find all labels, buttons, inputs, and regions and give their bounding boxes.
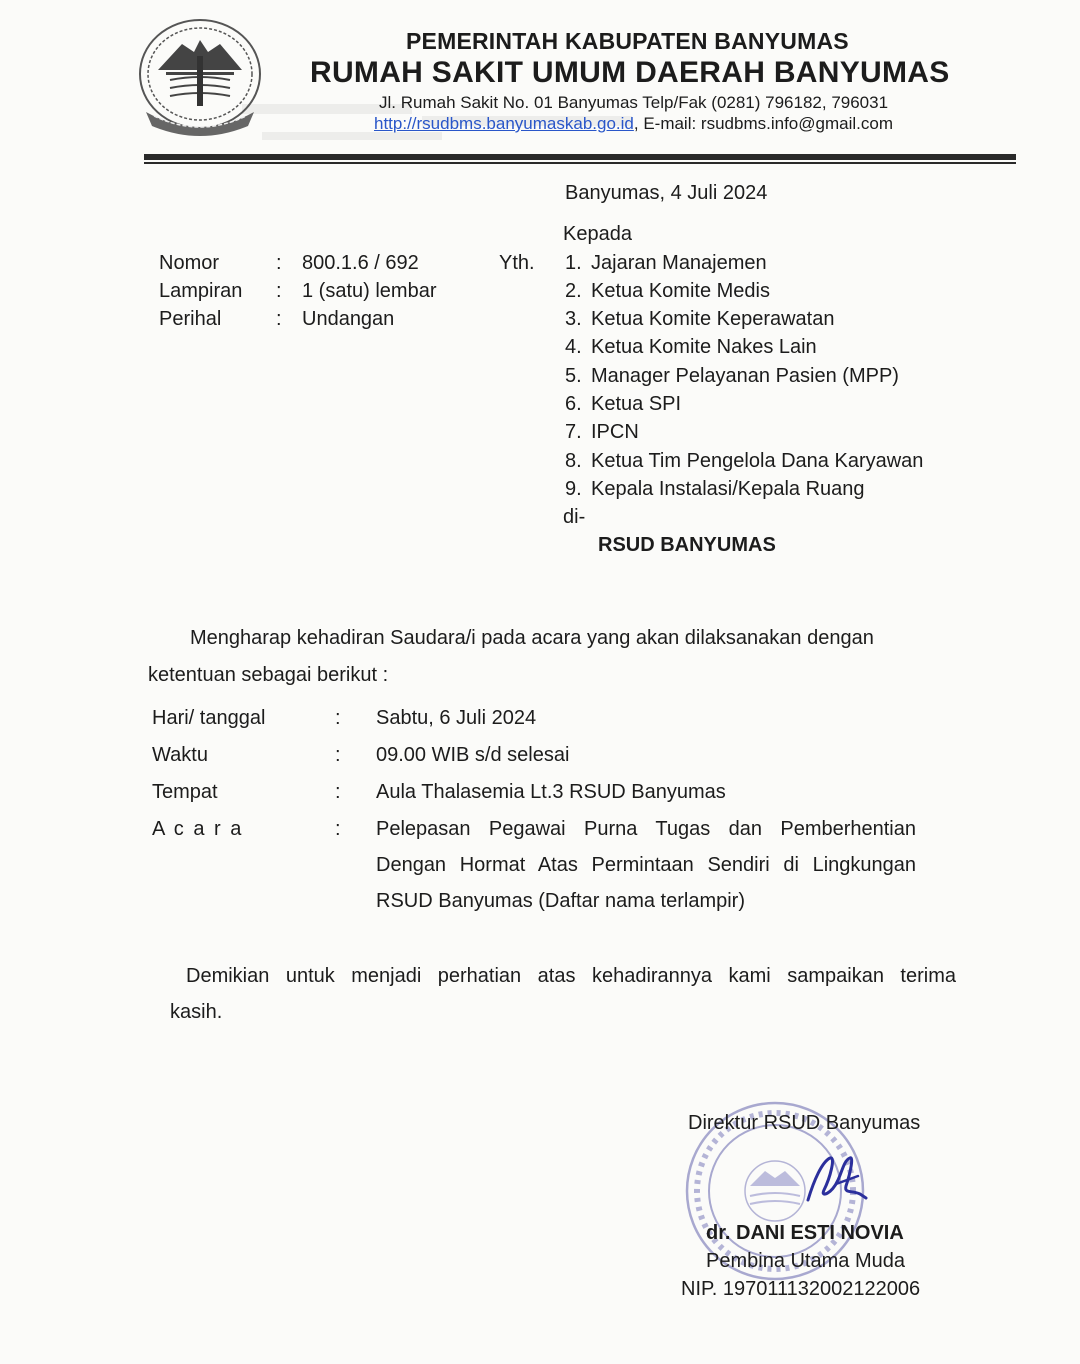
- recipient-number: 2.: [565, 280, 582, 302]
- detail-label-date: Hari/ tanggal: [152, 707, 266, 729]
- email-text: , E-mail: rsudbms.info@gmail.com: [633, 114, 893, 133]
- detail-label-event: A c a r a: [152, 818, 244, 840]
- meta-value-lampiran: 1 (satu) lembar: [302, 280, 437, 302]
- recipient-item: Kepala Instalasi/Kepala Ruang: [591, 478, 865, 500]
- recipient-item: Manager Pelayanan Pasien (MPP): [591, 365, 899, 387]
- closing-line-2: kasih.: [170, 1001, 223, 1023]
- detail-value-event-3: RSUD Banyumas (Daftar nama terlampir): [376, 890, 745, 912]
- detail-value-time: 09.00 WIB s/d selesai: [376, 744, 570, 766]
- recipient-item: Jajaran Manajemen: [591, 252, 767, 274]
- recipient-item: IPCN: [591, 421, 639, 443]
- di-label: di-: [563, 506, 586, 528]
- meta-label-perihal: Perihal: [159, 308, 222, 330]
- signatory-position: Direktur RSUD Banyumas: [688, 1112, 921, 1134]
- place-date: Banyumas, 4 Juli 2024: [565, 182, 768, 204]
- recipient-number: 1.: [565, 252, 582, 274]
- recipient-number: 6.: [565, 393, 582, 415]
- recipient-place: RSUD BANYUMAS: [598, 534, 776, 556]
- kepada-label: Kepada: [563, 223, 632, 245]
- recipient-number: 8.: [565, 450, 582, 472]
- government-name: PEMERINTAH KABUPATEN BANYUMAS: [406, 28, 849, 54]
- detail-label-time: Waktu: [152, 744, 208, 766]
- meta-sep: :: [276, 252, 282, 274]
- recipient-number: 3.: [565, 308, 582, 330]
- hospital-address: Jl. Rumah Sakit No. 01 Banyumas Telp/Fak (0281) 796182, 796031: [379, 93, 889, 112]
- closing-line-1: Demikian untuk menjadi perhatian atas kehadirannya kami sampaikan terima: [186, 965, 956, 987]
- recipient-number: 4.: [565, 336, 582, 358]
- intro-line-2: ketentuan sebagai berikut :: [148, 664, 389, 686]
- detail-value-event-1: Pelepasan Pegawai Purna Tugas dan Pemberhentian: [376, 818, 916, 840]
- website-link[interactable]: http://rsudbms.banyumaskab.go.id: [374, 114, 634, 133]
- contact-line: [374, 114, 893, 134]
- meta-value-nomor: 800.1.6 / 692: [302, 252, 419, 274]
- recipient-item: Ketua SPI: [591, 393, 682, 415]
- signatory-name: dr. DANI ESTI NOVIA: [706, 1222, 904, 1244]
- detail-sep: :: [335, 744, 341, 766]
- meta-label-nomor: Nomor: [159, 252, 220, 274]
- detail-sep: :: [335, 818, 341, 840]
- recipient-number: 9.: [565, 478, 582, 500]
- yth-label: Yth.: [499, 252, 535, 274]
- detail-sep: :: [335, 707, 341, 729]
- meta-sep: :: [276, 308, 282, 330]
- meta-label-lampiran: Lampiran: [159, 280, 243, 302]
- recipient-item: Ketua Komite Keperawatan: [591, 308, 835, 330]
- meta-value-perihal: Undangan: [302, 308, 395, 330]
- detail-sep: :: [335, 781, 341, 803]
- header-rule-thick: [144, 154, 1016, 160]
- recipient-number: 7.: [565, 421, 582, 443]
- hospital-name: RUMAH SAKIT UMUM DAERAH BANYUMAS: [310, 56, 950, 89]
- signatory-rank: Pembina Utama Muda: [706, 1250, 905, 1272]
- recipient-item: Ketua Tim Pengelola Dana Karyawan: [591, 450, 924, 472]
- intro-line-1: Mengharap kehadiran Saudara/i pada acara yang akan dilaksanakan dengan: [190, 627, 874, 649]
- recipient-item: Ketua Komite Medis: [591, 280, 770, 302]
- header-rule-thin: [144, 162, 1016, 164]
- recipient-number: 5.: [565, 365, 582, 387]
- detail-value-event-2: Dengan Hormat Atas Permintaan Sendiri di Lingkungan: [376, 854, 916, 876]
- signatory-nip: NIP. 197011132002122006: [681, 1278, 921, 1300]
- meta-sep: :: [276, 280, 282, 302]
- detail-value-place: Aula Thalasemia Lt.3 RSUD Banyumas: [376, 781, 726, 803]
- handwritten-signature-icon: [800, 1150, 870, 1210]
- recipient-item: Ketua Komite Nakes Lain: [591, 336, 817, 358]
- detail-label-place: Tempat: [152, 781, 218, 803]
- detail-value-date: Sabtu, 6 Juli 2024: [376, 707, 537, 729]
